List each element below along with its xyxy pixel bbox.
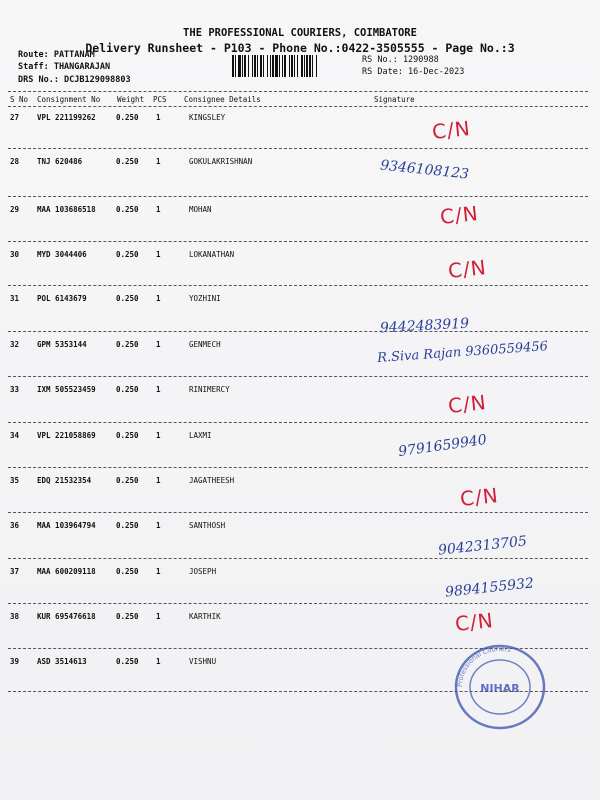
row-sno: 30 [10,250,20,259]
weight: 0.250 [116,567,139,576]
rs-number: RS No.: 1290988 [362,55,439,65]
table-row [0,431,600,445]
handwritten-signature: C/N [453,608,495,636]
drs-number: DRS No.: DCJB129098803 [18,75,131,85]
consignment-number: GPM 5353144 [37,340,87,349]
weight: 0.250 [116,385,139,394]
pieces: 1 [156,113,161,122]
consignee-name: LOKANATHAN [189,250,235,259]
handwritten-signature: 9791659940 [397,431,488,461]
table-row [0,476,600,490]
row-divider [8,467,588,468]
consignee-name: RINIMERCY [189,385,230,394]
pieces: 1 [156,250,161,259]
pieces: 1 [156,521,161,530]
row-divider [8,376,588,377]
col-signature-header: Signature [374,95,415,104]
row-sno: 35 [10,476,20,485]
handwritten-signature: C/N [458,483,500,511]
weight: 0.250 [116,431,139,440]
consignee-name: LAXMI [189,431,212,440]
col-sno-header: S No [10,95,29,104]
row-sno: 37 [10,567,20,576]
consignment-number: KUR 695476618 [37,612,96,621]
handwritten-signature: 9042313705 [437,533,528,559]
handwritten-signature: C/N [438,201,480,229]
handwritten-signature: C/N [430,116,472,144]
weight: 0.250 [116,476,139,485]
col-consignment-header: Consignment No [37,95,101,104]
consignment-number: VPL 221199262 [37,113,96,122]
consignee-name: YOZHINI [189,294,221,303]
handwritten-signature: C/N [446,255,488,283]
pieces: 1 [156,657,161,666]
consignment-number: MAA 103686518 [37,205,96,214]
consignee-name: SANTHOSH [189,521,226,530]
col-pcs-header: PCS [153,95,167,104]
row-sno: 32 [10,340,20,349]
row-divider [8,285,588,286]
consignment-number: IXM 505523459 [37,385,96,394]
handwritten-signature: 9894155932 [444,575,535,601]
pieces: 1 [156,612,161,621]
pieces: 1 [156,157,161,166]
staff-label: Staff: THANGARAJAN [18,62,111,72]
row-sno: 36 [10,521,20,530]
stamp-center-text: NIHAR [480,682,520,695]
divider [8,106,588,107]
table-row [0,612,600,626]
col-consignee-header: Consignee Details [184,95,261,104]
row-divider [8,148,588,149]
barcode-bar [317,55,319,77]
table-row [0,250,600,264]
row-divider [8,558,588,559]
handwritten-signature: C/N [446,390,488,418]
consignee-name: MOHAN [189,205,212,214]
consignment-number: MAA 103964794 [37,521,96,530]
row-sno: 39 [10,657,20,666]
consignment-number: VPL 221058869 [37,431,96,440]
consignment-number: EDQ 21532354 [37,476,92,485]
route-label: Route: PATTANAM [18,50,95,60]
weight: 0.250 [116,612,139,621]
weight: 0.250 [116,113,139,122]
table-row [0,113,600,127]
row-sno: 31 [10,294,20,303]
row-divider [8,603,588,604]
row-divider [8,196,588,197]
table-row [0,205,600,219]
handwritten-signature: 9442483919 [379,315,470,337]
row-divider [8,241,588,242]
consignee-name: JOSEPH [189,567,217,576]
table-row [0,157,600,171]
row-sno: 28 [10,157,20,166]
runsheet-line: Delivery Runsheet - P103 - Phone No.:0422-3505555 - Page No.:3 [85,41,515,55]
weight: 0.250 [116,157,139,166]
rs-date: RS Date: 16-Dec-2023 [362,67,465,77]
handwritten-signature: 9346108123 [379,157,470,183]
weight: 0.250 [116,340,139,349]
table-row [0,521,600,535]
handwritten-signature: R.Siva Rajan 9360559456 [376,339,549,366]
consignee-name: JAGATHEESH [189,476,235,485]
company-title: THE PROFESSIONAL COURIERS, COIMBATORE [183,27,417,39]
divider [8,91,588,92]
pieces: 1 [156,431,161,440]
pieces: 1 [156,340,161,349]
consignment-number: MAA 600209118 [37,567,96,576]
row-sno: 27 [10,113,20,122]
consignee-name: GENMECH [189,340,221,349]
row-sno: 38 [10,612,20,621]
consignment-number: TNJ 620486 [37,157,83,166]
consignee-name: KARTHIK [189,612,221,621]
row-sno: 34 [10,431,20,440]
pieces: 1 [156,385,161,394]
pieces: 1 [156,205,161,214]
table-row [0,385,600,399]
weight: 0.250 [116,205,139,214]
delivery-stamp [452,642,548,732]
svg-text:Professional Couriers [456,645,512,687]
pieces: 1 [156,476,161,485]
row-divider [8,512,588,513]
pieces: 1 [156,567,161,576]
consignee-name: VISHNU [189,657,217,666]
consignment-number: MYD 3044406 [37,250,87,259]
table-row [0,294,600,308]
consignment-number: POL 6143679 [37,294,87,303]
row-divider [8,422,588,423]
pieces: 1 [156,294,161,303]
row-divider [8,331,588,332]
col-weight-header: Weight [117,95,145,104]
consignee-name: GOKULAKRISHNAN [189,157,253,166]
stamp-ring-text: Professional Couriers [455,644,512,688]
row-sno: 33 [10,385,20,394]
barcode [232,55,356,77]
weight: 0.250 [116,294,139,303]
weight: 0.250 [116,250,139,259]
weight: 0.250 [116,657,139,666]
row-sno: 29 [10,205,20,214]
consignment-number: ASD 3514613 [37,657,87,666]
consignee-name: KINGSLEY [189,113,226,122]
weight: 0.250 [116,521,139,530]
